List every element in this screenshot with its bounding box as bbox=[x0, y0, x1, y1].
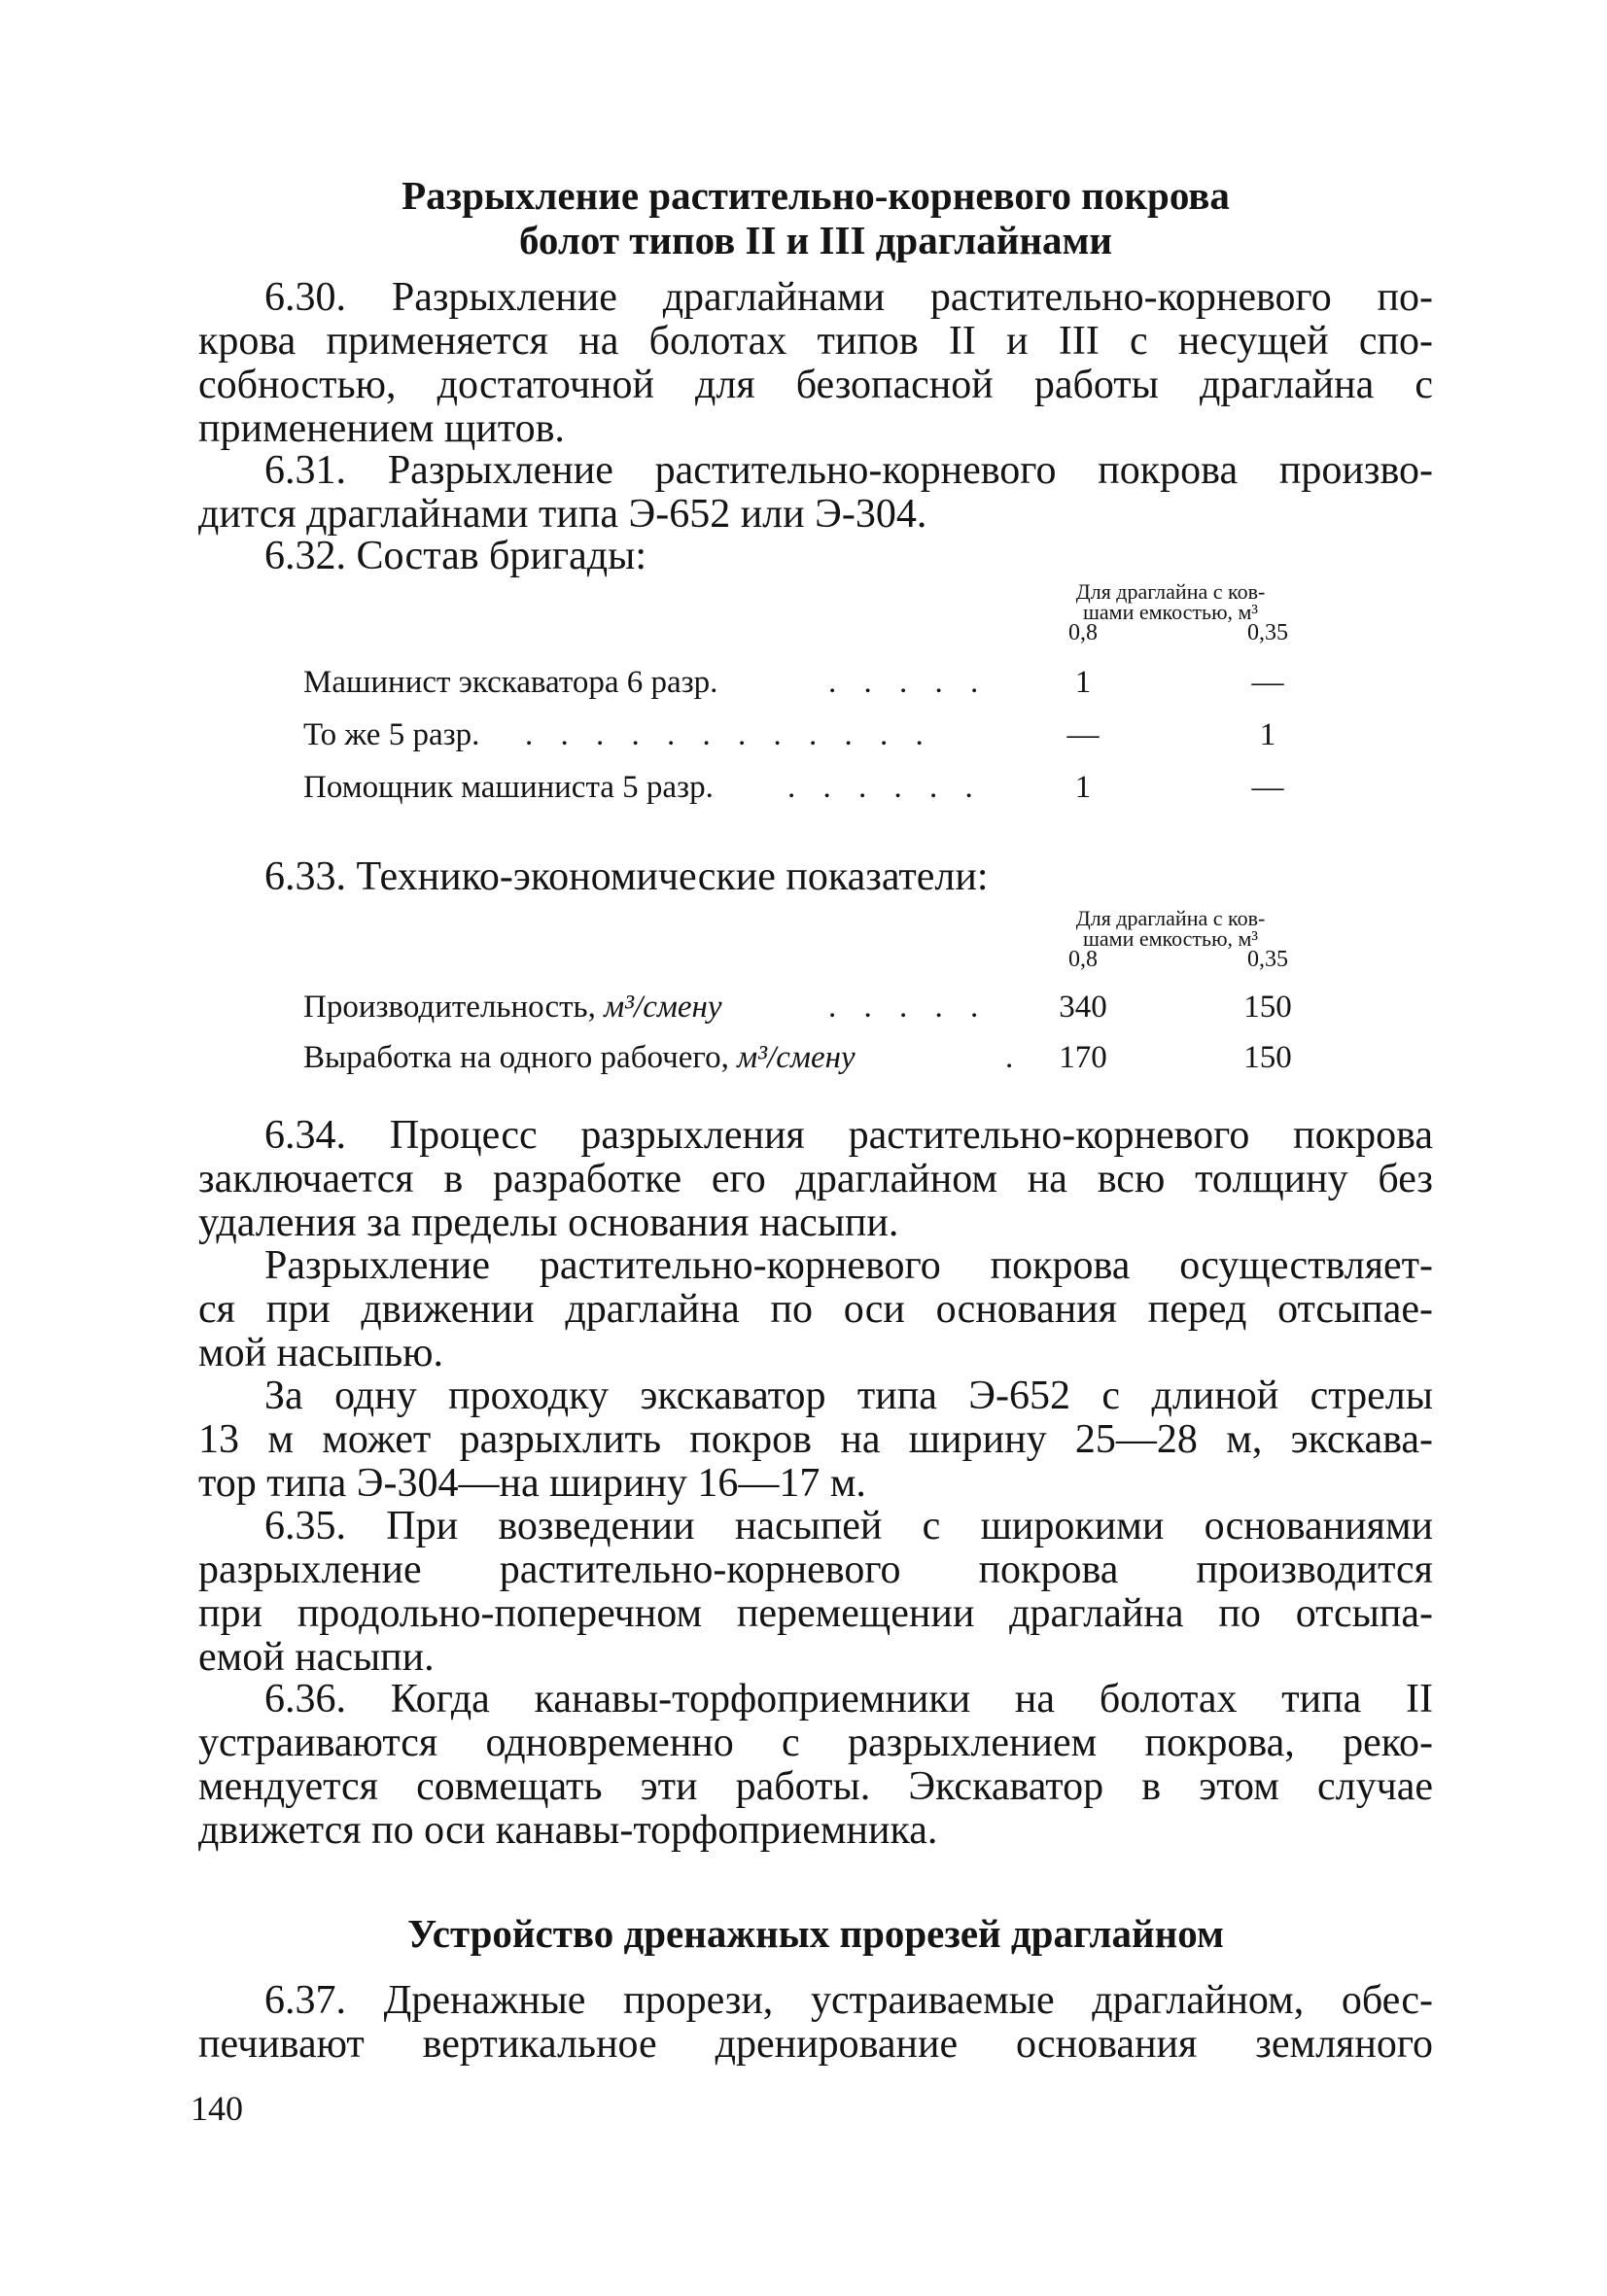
section-heading-1: Разрыхление растительно-корневого покрова болот типов II и III драглайнами bbox=[402, 173, 1230, 262]
indicators-table-header: Для драглайна с ков- шами емкостью, м³ bbox=[1075, 906, 1266, 951]
paragraph-6-35: 6.35. При возведении насыпей с широкими основаниями разрыхление растительно-корневого покрова производится при продольно-поперечном перемещении драглайна по отсыпа- емой насыпи. bbox=[198, 1504, 1433, 1680]
col-header-0-8: 0,8 bbox=[1068, 620, 1098, 645]
paragraph-6-37: 6.37. Дренажные прорези, устраиваемые драглайном, обес- печивают вертикальное дренирование основания земляного bbox=[198, 1978, 1433, 2067]
paragraph-6-30: 6.30. Разрыхление драглайнами растительно-корневого по- крова применяется на болотах типов II и III с несущей спо- собностью, достаточной для безопасной работы драглайна с применением щитов. bbox=[198, 275, 1433, 451]
table-row: То же 5 разр. . . . . . . . . . . . . — 1 bbox=[303, 717, 1276, 752]
section-heading-2: Устройство дренажных прорезей драглайном bbox=[407, 1911, 1224, 1956]
table-row: Выработка на одного рабочего, м³/смену . 170 150 bbox=[303, 1040, 1292, 1075]
col-header-0-35: 0,35 bbox=[1247, 947, 1288, 972]
table-row: Помощник машиниста 5 разр. . . . . . . 1 — bbox=[303, 770, 1284, 805]
paragraph-6-34: 6.34. Процесс разрыхления растительно-корневого покрова заключается в разработке его драглайном на всю толщину без удаления за пределы основания насыпи. bbox=[198, 1113, 1433, 1245]
crew-table-header: Для драглайна с ков- шами емкостью, м³ bbox=[1075, 579, 1266, 624]
paragraph-6-31: 6.31. Разрыхление растительно-корневого покрова произво- дится драглайнами типа Э-652 или Э-304. bbox=[198, 448, 1433, 537]
paragraph-6-34-c: За одну проходку экскаватор типа Э-652 с длиной стрелы 13 м может разрыхлить покров на ширину 25—28 м, экскава- тор типа Э-304—на ширину 16—17 м. bbox=[198, 1374, 1433, 1506]
paragraph-6-32: 6.32. Состав бригады: bbox=[264, 534, 647, 578]
col-header-0-35: 0,35 bbox=[1247, 620, 1288, 645]
table-row: Машинист экскаватора 6 разр. . . . . . 1 — bbox=[303, 665, 1284, 700]
paragraph-6-36: 6.36. Когда канавы-торфоприемники на болотах типа II устраиваются одновременно с разрыхлением покрова, реко- мендуется совмещать эти работы. Экскаватор в этом случае движется по оси канавы-торфоприемника. bbox=[198, 1677, 1433, 1853]
table-row: Производительность, м³/смену . . . . . 340 150 bbox=[303, 990, 1292, 1025]
page-number: 140 bbox=[191, 2089, 243, 2128]
paragraph-6-34-b: Разрыхление растительно-корневого покрова осуществляет- ся при движении драглайна по оси основания перед отсыпае- мой насыпью. bbox=[198, 1243, 1433, 1375]
col-header-0-8: 0,8 bbox=[1068, 947, 1098, 972]
paragraph-6-33: 6.33. Технико-экономические показатели: bbox=[264, 854, 989, 899]
